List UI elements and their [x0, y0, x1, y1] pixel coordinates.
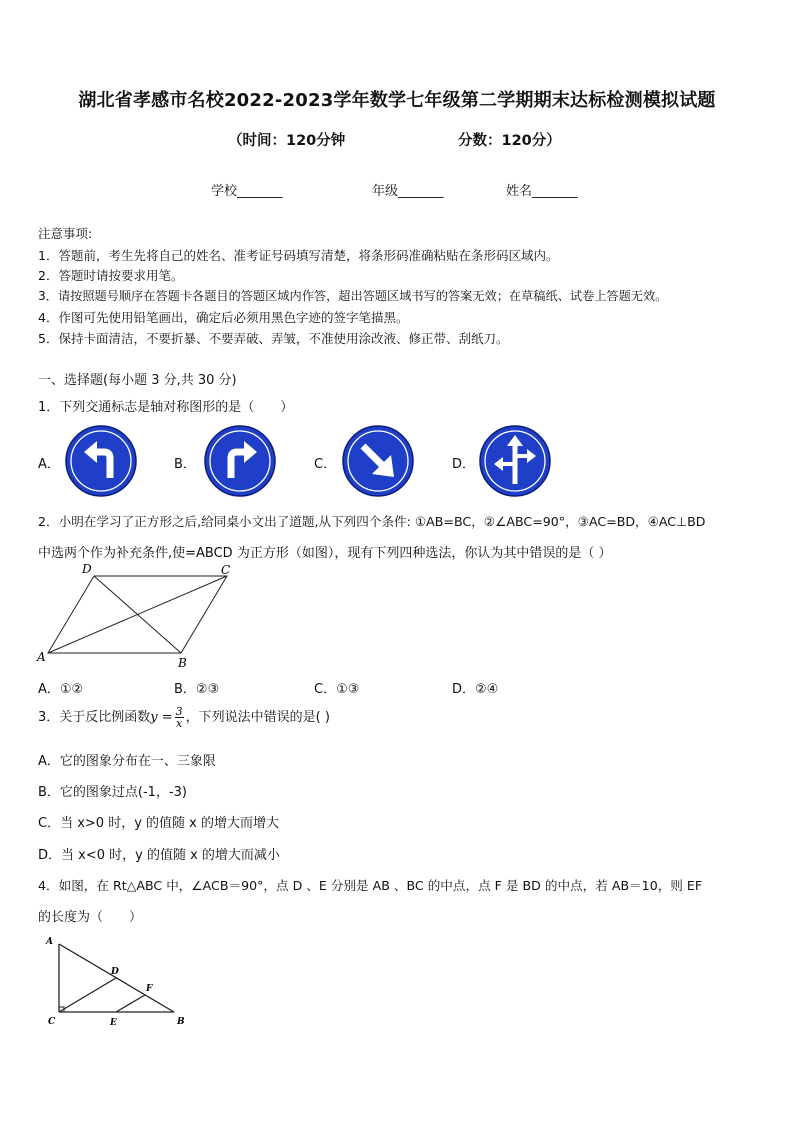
notice-item: 3．请按照题号顺序在答题卡各题目的答题区域内作答，超出答题区域书写的答案无效；在草稿纸、试卷上答题无效。	[38, 289, 668, 303]
school-field: 学校_______	[211, 184, 283, 199]
label-a: A	[46, 937, 53, 947]
question-4-stem-cont: 的长度为（ ）	[38, 910, 143, 925]
down-right-arrow-icon	[341, 424, 415, 502]
q3-frac-den: x	[176, 717, 183, 730]
parallelogram-figure	[34, 560, 244, 676]
go-straight-or-turn-left-right-icon	[478, 424, 552, 502]
q1-option-b-label: B．	[174, 457, 196, 472]
exam-score: 分数：120分）	[458, 133, 561, 149]
label-c: C	[48, 1017, 56, 1027]
section-heading: 一、选择题(每小题 3 分,共 30 分)	[38, 373, 237, 388]
q3-stem-post: ，下列说法中错误的是( )	[185, 710, 330, 725]
label-a: A	[37, 650, 46, 664]
label-d: D	[82, 562, 92, 576]
q3-func-lhs: y =	[150, 710, 173, 725]
q3-fraction	[175, 706, 184, 729]
q1-option-d-label: D．	[452, 457, 476, 472]
label-c: C	[221, 563, 231, 577]
q2-option-c: C．①③	[314, 682, 360, 697]
notice-heading: 注意事项:	[38, 226, 93, 241]
notice-item: 4．作图可先使用铅笔画出，确定后必须用黑色字迹的签字笔描黑。	[38, 310, 409, 325]
name-field: 姓名_______	[506, 184, 578, 199]
q3-option-d: D．当 x<0 时，y 的值随 x 的增大而减小	[38, 848, 280, 863]
question-2-stem: 2．小明在学习了正方形之后,给同桌小文出了道题,从下列四个条件: ①AB=BC，②∠ABC=90°，③AC=BD，④AC⊥BD	[38, 514, 706, 529]
question-4-stem: 4．如图，在 Rt△ABC 中，∠ACB＝90°，点 D 、E 分别是 AB 、BC 的中点，点 F 是 BD 的中点，若 AB＝10，则 EF	[38, 878, 703, 893]
question-3-stem	[38, 706, 330, 729]
exam-title: 湖北省孝感市名校2022-2023学年数学七年级第二学期期末达标检测模拟试题	[78, 90, 716, 111]
turn-right-arrow-icon	[203, 424, 277, 502]
q3-frac-num: 3	[175, 705, 183, 718]
notice-item: 2．答题时请按要求用笔。	[38, 268, 184, 283]
q1-option-c-label: C．	[314, 457, 337, 472]
label-b: B	[177, 1017, 185, 1027]
grade-field: 年级_______	[372, 184, 444, 199]
label-b: B	[178, 656, 187, 670]
label-f: F	[146, 984, 153, 994]
q2-option-b: B．②③	[174, 682, 220, 697]
notice-item: 5．保持卡面清洁，不要折暴、不要弄破、弄皱，不准使用涂改液、修正带、刮纸刀。	[38, 331, 509, 346]
q1-option-a-label: A．	[38, 457, 60, 472]
q3-option-b: B．它的图象过点(-1，-3)	[38, 785, 187, 800]
label-e: E	[110, 1018, 117, 1028]
q3-option-c: C．当 x>0 时，y 的值随 x 的增大而增大	[38, 816, 279, 831]
turn-left-arrow-icon	[64, 424, 138, 502]
right-triangle-figure	[40, 932, 190, 1036]
q2-option-d: D．②④	[452, 682, 499, 697]
label-d: D	[111, 967, 119, 977]
exam-time: （时间：120分钟	[228, 133, 346, 149]
q2-option-a: A．①②	[38, 682, 84, 697]
question-1-stem: 1．下列交通标志是轴对称图形的是（ ）	[38, 400, 294, 415]
notice-item: 1．答题前，考生先将自己的姓名、准考证号码填写清楚，将条形码准确粘贴在条形码区域内。	[38, 248, 559, 263]
q3-option-a: A．它的图象分布在一、三象限	[38, 754, 216, 769]
question-2-stem-cont: 中选两个作为补充条件,使=ABCD 为正方形（如图），现有下列四种选法，你认为其中错误的是（ ）	[38, 546, 612, 561]
q3-stem-pre: 3．关于反比例函数	[38, 710, 151, 725]
